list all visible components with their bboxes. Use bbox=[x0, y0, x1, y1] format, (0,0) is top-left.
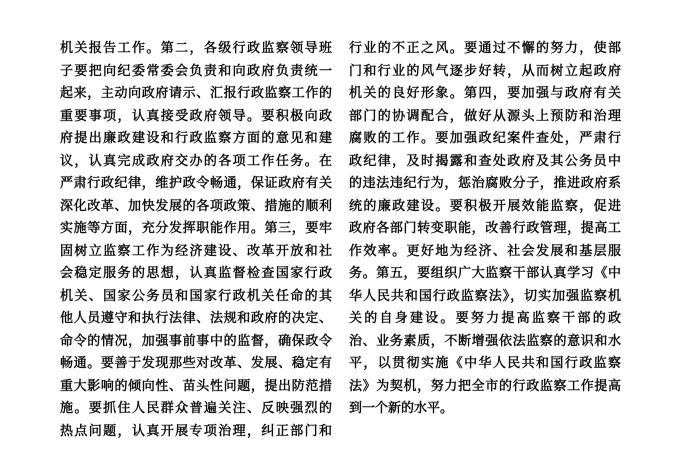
text-line: 门和行业的风气逐步好转，从而树立起政府 bbox=[349, 63, 621, 79]
text-line: 严肃行政纪律，维护政令畅通，保证政府有关 bbox=[60, 176, 332, 191]
text-line: 作效率。更好地为经济、社会发展和基层服 bbox=[349, 243, 621, 259]
text-line: 腐败的工作。要加强政纪案件查处，严肃行 bbox=[349, 131, 621, 146]
text-line: 机关、国家公务员和国家行政机关任命的其 bbox=[60, 288, 332, 304]
text-line: 平，以贯彻实施《中华人民共和国行政监察 bbox=[349, 356, 621, 371]
text-line: 他人员遵守和执行法律、法规和政府的决定、 bbox=[60, 311, 332, 326]
text-line: 统的廉政建设。要积极开展效能监察，促进 bbox=[349, 198, 621, 214]
text-line: 命令的情况，加强事前事中的监督，确保政令 bbox=[60, 333, 332, 349]
text-line: 关的自身建设。要努力提高监察干部的政 bbox=[349, 311, 621, 326]
text-line: 府提出廉政建设和行政监察方面的意见和建 bbox=[60, 131, 332, 146]
text-line: 华人民共和国行政监察法》，切实加强监察机 bbox=[349, 288, 621, 304]
text-line: 行业的不正之风。要通过不懈的努力，使部 bbox=[349, 41, 621, 56]
text-line: 法》为契机，努力把全市的行政监察工作提高 bbox=[349, 378, 621, 394]
text-line: 议，认真完成政府交办的各项工作任务。在 bbox=[60, 153, 332, 169]
text-line: 政府各部门转变职能，改善行政管理，提高工 bbox=[349, 221, 621, 236]
text-line: 政纪律，及时揭露和查处政府及其公务员中 bbox=[349, 153, 621, 169]
text-line: 治、业务素质，不断增强依法监察的意识和水 bbox=[349, 333, 621, 349]
text-line: 施。要抓住人民群众普遍关注、反映强烈的 bbox=[60, 401, 332, 416]
text-line: 机关报告工作。第二，各级行政监察领导班 bbox=[60, 41, 332, 56]
text-line: 重要事项，认真接受政府领导。要积极向政 bbox=[60, 108, 332, 124]
right-text-column bbox=[349, 38, 621, 421]
text-line: 务。第五，要组织广大监察干部认真学习《中 bbox=[349, 266, 621, 281]
text-line: 会稳定服务的思想，认真监督检查国家行政 bbox=[60, 266, 332, 281]
left-text-column bbox=[60, 38, 332, 443]
text-line: 子要把向纪委常委会负责和向政府负责统一 bbox=[60, 63, 332, 79]
text-line: 机关的良好形象。第四，要加强与政府有关 bbox=[349, 86, 621, 101]
text-line: 到一个新的水平。 bbox=[349, 401, 454, 416]
text-line: 重大影响的倾向性、苗头性问题，提出防范措 bbox=[60, 378, 332, 394]
text-line: 深化改革、加快发展的各项政策、措施的顺利 bbox=[60, 198, 332, 214]
text-line: 实施等方面，充分发挥职能作用。第三，要牢 bbox=[60, 221, 332, 236]
text-line: 起来，主动向政府请示、汇报行政监察工作的 bbox=[60, 86, 332, 101]
text-line: 部门的协调配合，做好从源头上预防和治理 bbox=[349, 108, 621, 124]
text-line: 热点问题，认真开展专项治理，纠正部门和 bbox=[60, 423, 332, 439]
text-line: 的违法违纪行为，惩治腐败分子，推进政府系 bbox=[349, 176, 621, 191]
text-line: 畅通。要善于发现那些对改革、发展、稳定有 bbox=[60, 356, 332, 371]
text-line: 固树立监察工作为经济建设、改革开放和社 bbox=[60, 243, 332, 259]
